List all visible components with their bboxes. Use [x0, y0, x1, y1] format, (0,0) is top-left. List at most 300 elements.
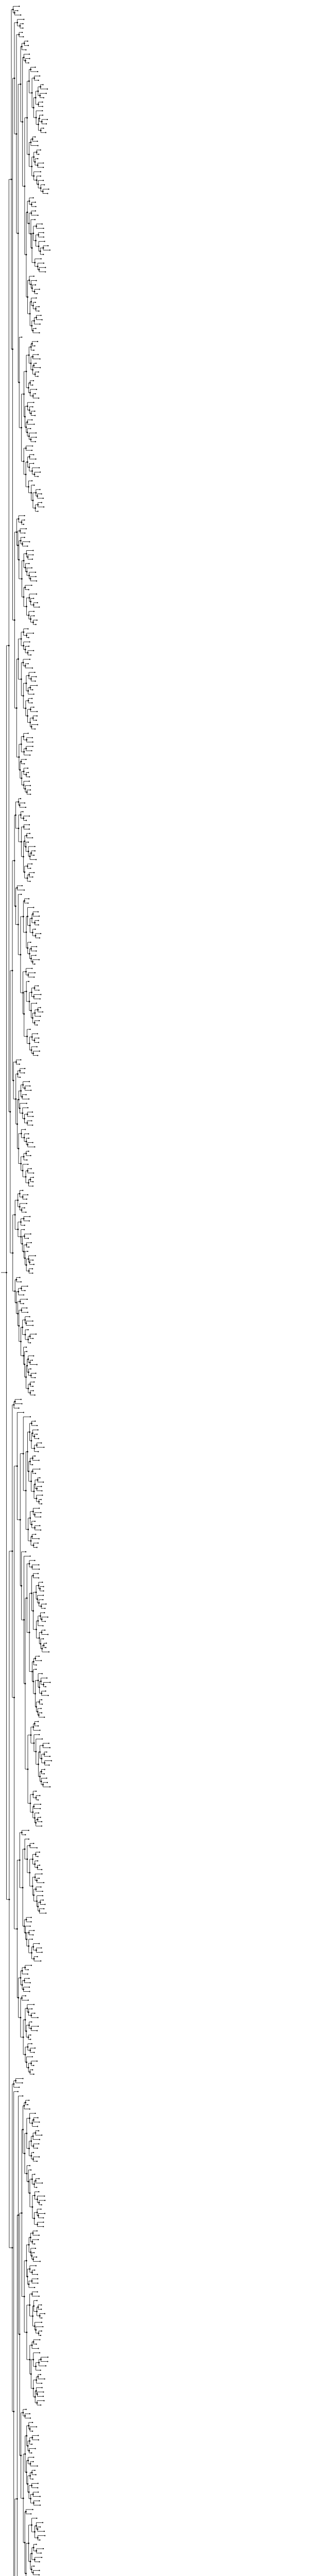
leaf-node-marker — [41, 258, 42, 259]
internal-node-marker — [22, 1887, 24, 1889]
leaf-node-marker — [35, 1395, 36, 1396]
internal-node-marker — [38, 1602, 40, 1604]
internal-node-marker — [13, 2083, 14, 2085]
leaf-node-marker — [37, 2278, 38, 2279]
internal-node-marker — [26, 2332, 27, 2333]
internal-node-marker — [25, 1683, 26, 1685]
internal-node-marker — [21, 1585, 22, 1587]
internal-node-marker — [32, 1726, 34, 1728]
leaf-node-marker — [24, 1207, 25, 1208]
internal-node-marker — [27, 2445, 29, 2447]
internal-node-marker — [22, 1984, 23, 1986]
leaf-node-marker — [38, 1543, 39, 1544]
leaf-node-marker — [49, 1786, 50, 1787]
internal-node-marker — [29, 1001, 30, 1002]
internal-node-marker — [26, 1919, 27, 1921]
internal-node-marker — [27, 212, 28, 213]
leaf-node-marker — [32, 1338, 33, 1339]
leaf-node-marker — [29, 541, 30, 542]
leaf-node-marker — [37, 620, 38, 621]
leaf-node-marker — [25, 807, 26, 808]
internal-node-marker — [36, 1706, 37, 1708]
internal-node-marker — [35, 240, 37, 242]
internal-node-marker — [40, 1615, 41, 1617]
internal-node-marker — [29, 953, 30, 955]
leaf-node-marker — [44, 2378, 45, 2379]
internal-node-marker — [19, 756, 20, 758]
internal-node-marker — [18, 827, 20, 829]
leaf-node-marker — [33, 2074, 34, 2075]
leaf-node-marker — [35, 415, 36, 416]
internal-node-marker — [32, 2494, 34, 2495]
leaf-node-marker — [34, 1146, 35, 1147]
internal-node-marker — [29, 856, 31, 857]
internal-node-marker — [28, 435, 30, 437]
leaf-node-marker — [33, 197, 34, 198]
internal-node-marker — [37, 2199, 38, 2200]
leaf-node-marker — [35, 1372, 36, 1374]
leaf-node-marker — [33, 611, 35, 612]
internal-node-marker — [23, 1156, 25, 1158]
internal-node-marker — [29, 1431, 30, 1433]
internal-node-marker — [35, 935, 37, 937]
internal-node-marker — [35, 2396, 36, 2398]
leaf-node-marker — [33, 276, 35, 277]
leaf-node-marker — [38, 2191, 39, 2192]
leaf-node-marker — [41, 502, 42, 503]
internal-node-marker — [41, 121, 43, 123]
leaf-node-marker — [28, 2100, 29, 2101]
internal-node-marker — [23, 818, 24, 819]
internal-node-marker — [36, 317, 37, 318]
internal-node-marker — [31, 2280, 33, 2282]
leaf-node-marker — [33, 2456, 34, 2458]
leaf-node-marker — [34, 345, 35, 346]
leaf-node-marker — [27, 1299, 28, 1300]
leaf-node-marker — [26, 1203, 27, 1204]
internal-node-marker — [33, 77, 35, 79]
leaf-node-marker — [39, 2570, 40, 2571]
internal-node-marker — [16, 133, 18, 135]
leaf-node-marker — [36, 297, 37, 298]
leaf-node-marker — [39, 1460, 40, 1461]
internal-node-marker — [31, 918, 33, 919]
leaf-node-marker — [36, 280, 37, 281]
leaf-node-marker — [23, 1412, 24, 1413]
leaf-node-marker — [37, 2061, 38, 2062]
leaf-node-marker — [38, 1573, 39, 1574]
leaf-node-marker — [33, 1173, 34, 1174]
leaf-node-marker — [33, 907, 34, 908]
internal-node-marker — [36, 179, 38, 181]
leaf-node-marker — [39, 489, 40, 490]
leaf-node-marker — [29, 776, 30, 777]
internal-node-marker — [23, 736, 24, 737]
internal-node-marker — [21, 1133, 22, 1134]
internal-node-marker — [40, 130, 42, 131]
internal-node-marker — [23, 695, 24, 697]
leaf-node-marker — [39, 1507, 40, 1509]
leaf-node-marker — [39, 1569, 40, 1570]
internal-node-marker — [21, 1997, 23, 1999]
internal-node-marker — [39, 1776, 41, 1777]
internal-node-marker — [39, 1701, 40, 1703]
internal-node-marker — [20, 1519, 21, 1520]
leaf-node-marker — [32, 1185, 33, 1187]
internal-node-marker — [32, 1681, 34, 1682]
internal-node-marker — [16, 1123, 18, 1125]
internal-node-marker — [20, 1163, 22, 1164]
leaf-node-marker — [38, 1856, 39, 1857]
leaf-node-marker — [25, 49, 26, 50]
internal-node-marker — [24, 2542, 26, 2544]
internal-node-marker — [28, 2244, 30, 2246]
internal-node-marker — [19, 1193, 21, 1195]
internal-node-marker — [26, 553, 27, 554]
internal-node-marker — [23, 632, 24, 633]
internal-node-marker — [27, 2276, 28, 2278]
leaf-node-marker — [36, 624, 37, 625]
leaf-node-marker — [42, 2326, 43, 2327]
internal-node-marker — [22, 2412, 24, 2414]
internal-node-marker — [31, 1422, 32, 1424]
internal-node-marker — [24, 416, 26, 418]
leaf-node-marker — [43, 2392, 44, 2393]
internal-node-marker — [28, 1258, 29, 1260]
leaf-node-marker — [39, 1943, 40, 1944]
internal-node-marker — [30, 709, 31, 710]
leaf-node-marker — [39, 332, 40, 333]
leaf-node-marker — [38, 2483, 39, 2484]
internal-node-marker — [31, 1592, 32, 1594]
internal-node-marker — [35, 308, 37, 310]
leaf-node-marker — [36, 594, 37, 595]
leaf-node-marker — [38, 2435, 39, 2436]
leaf-node-marker — [48, 1765, 49, 1766]
leaf-node-marker — [26, 2409, 27, 2410]
internal-node-marker — [39, 1910, 40, 1912]
leaf-node-marker — [37, 1547, 38, 1548]
leaf-node-marker — [30, 942, 31, 943]
leaf-node-marker — [35, 2448, 36, 2449]
leaf-node-marker — [33, 872, 35, 873]
leaf-node-marker — [39, 1730, 40, 1731]
internal-node-marker — [30, 212, 32, 214]
leaf-node-marker — [36, 2474, 37, 2475]
internal-node-marker — [29, 313, 31, 315]
internal-node-marker — [28, 700, 29, 702]
internal-node-marker — [29, 2359, 30, 2361]
internal-node-marker — [16, 2498, 18, 2500]
internal-node-marker — [28, 874, 30, 876]
internal-node-marker — [30, 601, 31, 602]
leaf-node-marker — [35, 328, 36, 329]
internal-node-marker — [36, 1591, 37, 1593]
internal-node-marker — [28, 2425, 29, 2427]
leaf-node-marker — [28, 1839, 29, 1840]
leaf-node-marker — [38, 920, 39, 921]
internal-node-marker — [28, 2011, 29, 2013]
internal-node-marker — [23, 596, 25, 598]
internal-node-marker — [40, 1643, 41, 1645]
leaf-node-marker — [28, 842, 29, 843]
internal-node-marker — [33, 2502, 35, 2504]
leaf-node-marker — [22, 1190, 23, 1191]
leaf-node-marker — [30, 2039, 31, 2040]
leaf-node-marker — [31, 968, 32, 969]
internal-node-marker — [30, 142, 31, 143]
internal-node-marker — [26, 1597, 28, 1599]
internal-node-marker — [17, 1313, 19, 1314]
internal-node-marker — [16, 531, 18, 533]
leaf-node-marker — [38, 1429, 39, 1430]
leaf-node-marker — [39, 75, 40, 76]
leaf-node-marker — [40, 2504, 41, 2505]
internal-node-marker — [34, 1817, 36, 1819]
leaf-node-marker — [35, 210, 36, 211]
leaf-node-marker — [20, 1077, 21, 1078]
leaf-node-marker — [47, 1634, 48, 1635]
leaf-node-marker — [31, 419, 32, 420]
internal-node-marker — [32, 717, 34, 719]
internal-node-marker — [25, 2511, 27, 2513]
leaf-node-marker — [37, 1055, 38, 1056]
internal-node-marker — [42, 1784, 44, 1786]
leaf-node-marker — [42, 2522, 43, 2523]
leaf-node-marker — [40, 2261, 41, 2262]
leaf-node-marker — [41, 2330, 42, 2331]
internal-node-marker — [28, 675, 30, 676]
leaf-node-marker — [40, 1016, 41, 1017]
internal-node-marker — [29, 1563, 30, 1565]
leaf-node-marker — [19, 2087, 20, 2088]
internal-node-marker — [23, 394, 25, 395]
internal-node-marker — [23, 2498, 24, 2499]
internal-node-marker — [34, 1012, 36, 1014]
leaf-node-marker — [32, 1116, 33, 1117]
leaf-node-marker — [41, 1699, 42, 1700]
leaf-node-marker — [35, 1534, 36, 1535]
leaf-node-marker — [40, 2374, 41, 2375]
internal-node-marker — [33, 2217, 35, 2219]
leaf-node-marker — [39, 2296, 40, 2297]
internal-node-marker — [30, 2251, 31, 2253]
internal-node-marker — [24, 2453, 26, 2455]
leaf-node-marker — [23, 36, 24, 37]
internal-node-marker — [23, 57, 25, 58]
internal-node-marker — [28, 1932, 30, 1934]
internal-node-marker — [37, 495, 38, 497]
leaf-node-marker — [45, 272, 46, 273]
leaf-node-marker — [41, 2322, 42, 2323]
internal-node-marker — [41, 1771, 42, 1772]
internal-node-marker — [32, 356, 33, 358]
leaf-node-marker — [39, 1525, 40, 1526]
leaf-node-marker — [43, 180, 44, 181]
leaf-node-marker — [35, 955, 36, 956]
leaf-node-marker — [32, 737, 33, 738]
internal-node-marker — [20, 2017, 22, 2019]
internal-node-marker — [32, 1470, 33, 1472]
internal-node-marker — [23, 461, 25, 462]
internal-node-marker — [30, 69, 31, 70]
internal-node-marker — [42, 1745, 44, 1747]
internal-node-marker — [29, 687, 31, 688]
internal-node-marker — [18, 1997, 19, 1998]
leaf-node-marker — [27, 2104, 28, 2105]
internal-node-marker — [29, 1803, 31, 1804]
internal-node-marker — [19, 804, 21, 806]
internal-node-marker — [31, 2345, 33, 2346]
internal-node-marker — [28, 2067, 29, 2069]
internal-node-marker — [32, 369, 33, 370]
internal-node-marker — [24, 1980, 25, 1981]
internal-node-marker — [20, 1341, 22, 1342]
leaf-node-marker — [29, 1216, 30, 1217]
internal-node-marker — [23, 1218, 25, 1219]
leaf-node-marker — [35, 66, 36, 67]
internal-node-marker — [25, 649, 26, 650]
leaf-node-marker — [40, 1530, 41, 1531]
leaf-node-marker — [37, 1956, 38, 1957]
leaf-node-marker — [38, 911, 39, 912]
internal-node-marker — [33, 1545, 35, 1546]
internal-node-marker — [26, 991, 27, 992]
leaf-node-marker — [29, 58, 30, 59]
leaf-node-marker — [37, 2282, 38, 2283]
internal-node-marker — [33, 320, 35, 321]
internal-node-marker — [26, 774, 27, 775]
internal-node-marker — [31, 2472, 33, 2473]
internal-node-marker — [21, 521, 23, 523]
leaf-node-marker — [42, 2182, 43, 2183]
leaf-node-marker — [39, 1468, 40, 1469]
internal-node-marker — [31, 2293, 33, 2295]
leaf-node-marker — [41, 315, 42, 316]
internal-node-marker — [39, 2315, 41, 2317]
leaf-node-marker — [30, 2513, 31, 2514]
leaf-node-marker — [20, 798, 21, 799]
internal-node-marker — [36, 2525, 37, 2527]
internal-node-marker — [20, 769, 21, 771]
internal-node-marker — [32, 1858, 33, 1860]
leaf-node-marker — [43, 1900, 44, 1901]
leaf-node-marker — [32, 2069, 33, 2070]
leaf-node-marker — [41, 1499, 42, 1500]
leaf-node-marker — [30, 1921, 31, 1922]
leaf-node-marker — [27, 1285, 28, 1286]
internal-node-marker — [22, 2129, 24, 2130]
internal-node-marker — [32, 395, 34, 397]
internal-node-marker — [26, 739, 27, 741]
leaf-node-marker — [42, 1895, 43, 1896]
internal-node-marker — [29, 456, 30, 457]
internal-node-marker — [31, 247, 33, 249]
internal-node-marker — [28, 1182, 29, 1183]
internal-node-marker — [20, 1090, 22, 1092]
internal-node-marker — [30, 1375, 32, 1376]
leaf-node-marker — [35, 846, 36, 847]
internal-node-marker — [31, 166, 32, 167]
leaf-node-marker — [41, 2134, 42, 2136]
leaf-node-marker — [31, 2043, 32, 2044]
internal-node-marker — [29, 2192, 31, 2194]
internal-node-marker — [23, 1013, 25, 1015]
internal-node-marker — [24, 1258, 26, 1259]
internal-node-marker — [30, 2498, 31, 2499]
leaf-node-marker — [28, 1238, 29, 1239]
leaf-node-marker — [28, 981, 29, 982]
leaf-node-marker — [39, 1878, 40, 1879]
internal-node-marker — [33, 604, 35, 606]
internal-node-marker — [31, 1049, 32, 1051]
internal-node-marker — [30, 2140, 32, 2142]
internal-node-marker — [35, 1751, 37, 1752]
leaf-node-marker — [47, 245, 48, 246]
internal-node-marker — [22, 992, 24, 994]
internal-node-marker — [29, 382, 31, 384]
internal-node-marker — [39, 117, 40, 119]
internal-node-marker — [38, 2362, 40, 2363]
leaf-node-marker — [36, 363, 37, 364]
leaf-node-marker — [32, 2056, 33, 2057]
internal-node-marker — [18, 2214, 19, 2216]
leaf-node-marker — [39, 1795, 40, 1796]
leaf-node-marker — [35, 2047, 36, 2048]
leaf-node-marker — [41, 2557, 42, 2558]
leaf-node-marker — [37, 1024, 38, 1025]
internal-node-marker — [37, 1867, 38, 1868]
leaf-node-marker — [36, 432, 37, 433]
leaf-node-marker — [27, 1164, 28, 1165]
internal-node-marker — [26, 2061, 27, 2063]
internal-node-marker — [28, 387, 29, 388]
leaf-node-marker — [23, 1303, 24, 1304]
internal-node-marker — [38, 2307, 39, 2308]
leaf-node-marker — [28, 1999, 29, 2001]
leaf-node-marker — [37, 1033, 38, 1034]
internal-node-marker — [28, 466, 30, 468]
internal-node-marker — [35, 492, 37, 494]
internal-node-marker — [25, 448, 27, 449]
leaf-node-marker — [43, 1447, 44, 1448]
internal-node-marker — [36, 1629, 37, 1630]
leaf-node-marker — [33, 2052, 35, 2053]
leaf-node-marker — [43, 1482, 44, 1483]
internal-node-marker — [22, 121, 23, 123]
leaf-node-marker — [28, 1978, 29, 1979]
leaf-node-marker — [29, 881, 30, 882]
leaf-node-marker — [24, 519, 25, 520]
internal-node-marker — [31, 1440, 32, 1442]
internal-node-marker — [24, 1364, 25, 1365]
leaf-node-marker — [40, 1007, 41, 1008]
internal-node-marker — [22, 1196, 24, 1198]
internal-node-marker — [25, 1334, 26, 1335]
leaf-node-marker — [32, 446, 33, 447]
internal-node-marker — [34, 473, 36, 475]
internal-node-marker — [35, 2132, 37, 2134]
internal-node-marker — [22, 1970, 23, 1972]
internal-node-marker — [25, 665, 26, 667]
leaf-node-marker — [32, 1260, 33, 1261]
internal-node-marker — [28, 354, 30, 356]
internal-node-marker — [14, 860, 15, 861]
leaf-node-marker — [31, 1917, 32, 1918]
leaf-node-marker — [35, 1420, 36, 1421]
leaf-node-marker — [37, 2487, 38, 2488]
internal-node-marker — [33, 1490, 35, 1492]
